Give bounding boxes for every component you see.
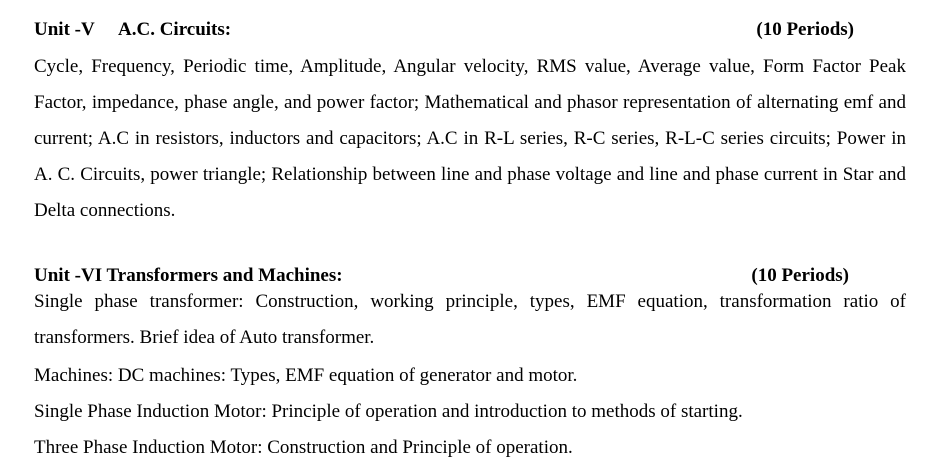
unit-6-three-phase-line: Three Phase Induction Motor: Construction and Principle of operation.	[34, 437, 573, 458]
unit-5-title: A.C. Circuits:	[118, 19, 232, 40]
unit-5-periods: (10 Periods)	[756, 19, 854, 40]
unit-6-single-phase-line: Single Phase Induction Motor: Principle of operation and introduction to methods of starting.	[34, 401, 743, 422]
unit-5-number: Unit -V	[34, 19, 95, 40]
unit-6-machines-line: Machines: DC machines: Types, EMF equation of generator and motor.	[34, 365, 578, 386]
unit-6-transformer-text: Single phase transformer: Construction, working principle, types, EMF equation, transformation ratio of transformers. Brief idea of Auto transformer.	[34, 291, 906, 348]
unit-6-periods: (10 Periods)	[751, 265, 849, 286]
unit-6-title: Unit -VI Transformers and Machines:	[34, 265, 343, 286]
unit-5-heading	[34, 19, 854, 41]
unit-5-body: Cycle, Frequency, Periodic time, Amplitude, Angular velocity, RMS value, Average value, Form Factor Peak Factor, impedance, phase angle, and power factor; Mathematical and phasor representation of alternating emf and current; A.C in resistors, inductors and capacitors; A.C in R-L series, R-C series, R-L-C series circuits; Power in A. C. Circuits, power triangle; Relationship between line and phase voltage and line and phase current in Star and Delta connections.	[34, 56, 906, 221]
